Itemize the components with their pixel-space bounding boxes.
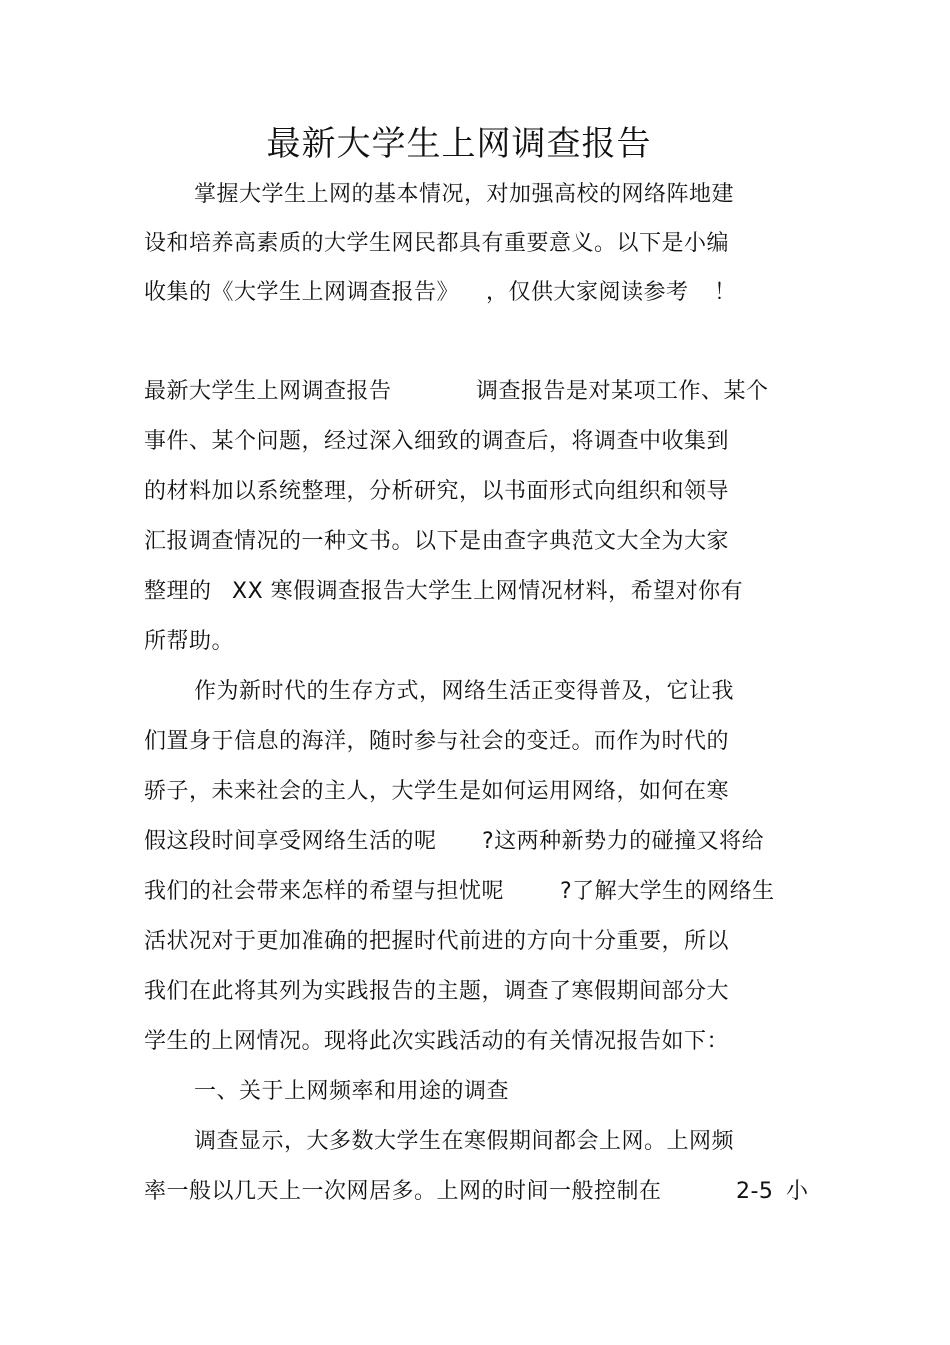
para2-line-1: 作为新时代的生存方式，网络生活正变得普及，它让我 — [194, 679, 735, 704]
para2-line-2: 们置身于信息的海洋，随时参与社会的变迁。而作为时代的 — [144, 729, 730, 754]
intro-line-3c: ！ — [714, 280, 737, 305]
para2-line-5a: 我们的社会带来怎样的希望与担忧呢 — [144, 879, 505, 904]
intro-line-2: 设和培养高素质的大学生网民都具有重要意义。以下是小编 — [144, 231, 730, 256]
para2-line-3: 骄子，未来社会的主人，大学生是如何运用网络，如何在寒 — [144, 779, 730, 804]
para2-line-6: 活状况对于更加准确的把握时代前进的方向十分重要，所以 — [144, 929, 730, 954]
para2-line-5b: ?了解大学生的网络生 — [560, 879, 775, 904]
intro-line-1: 掌握大学生上网的基本情况，对加强高校的网络阵地建 — [194, 182, 735, 207]
para2-line-4b: ?这两种新势力的碰撞又将给 — [482, 829, 765, 854]
para3-line-2a: 率一般以几天上一次网居多。上网的时间一般控制在 — [144, 1179, 662, 1204]
para3-line-2b: 2-5 — [736, 1179, 774, 1204]
subheading-1: 一、关于上网频率和用途的调查 — [194, 1079, 510, 1104]
para2-line-4a: 假这段时间享受网络生活的呢 — [144, 829, 437, 854]
section1-line-4: 汇报调查情况的一种文书。以下是由查字典范文大全为大家 — [144, 529, 730, 554]
para2-line-7: 我们在此将其列为实践报告的主题，调查了寒假期间部分大 — [144, 979, 730, 1004]
section1-line-3: 的材料加以系统整理，分析研究，以书面形式向组织和领导 — [144, 479, 730, 504]
para3-line-2c: 小 — [786, 1179, 809, 1204]
section1-heading: 最新大学生上网调查报告 — [144, 379, 392, 404]
intro-line-3b: ，仅供大家阅读参考 — [486, 280, 689, 305]
para3-line-1: 调查显示，大多数大学生在寒假期间都会上网。上网频 — [194, 1129, 735, 1154]
section1-line-2: 事件、某个问题，经过深入细致的调查后，将调查中收集到 — [144, 429, 730, 454]
section1-line-5a: 整理的 — [144, 579, 212, 604]
section1-line-1: 调查报告是对某项工作、某个 — [476, 379, 769, 404]
intro-line-3a: 收集的《大学生上网调查报告》 — [144, 280, 460, 305]
document-title: 最新大学生上网调查报告 — [266, 124, 652, 164]
section1-line-5b: XX 寒假调查报告大学生上网情况材料，希望对你有 — [232, 579, 744, 604]
para2-line-8: 学生的上网情况。现将此次实践活动的有关情况报告如下： — [144, 1029, 730, 1054]
section1-line-6: 所帮助。 — [144, 629, 235, 654]
